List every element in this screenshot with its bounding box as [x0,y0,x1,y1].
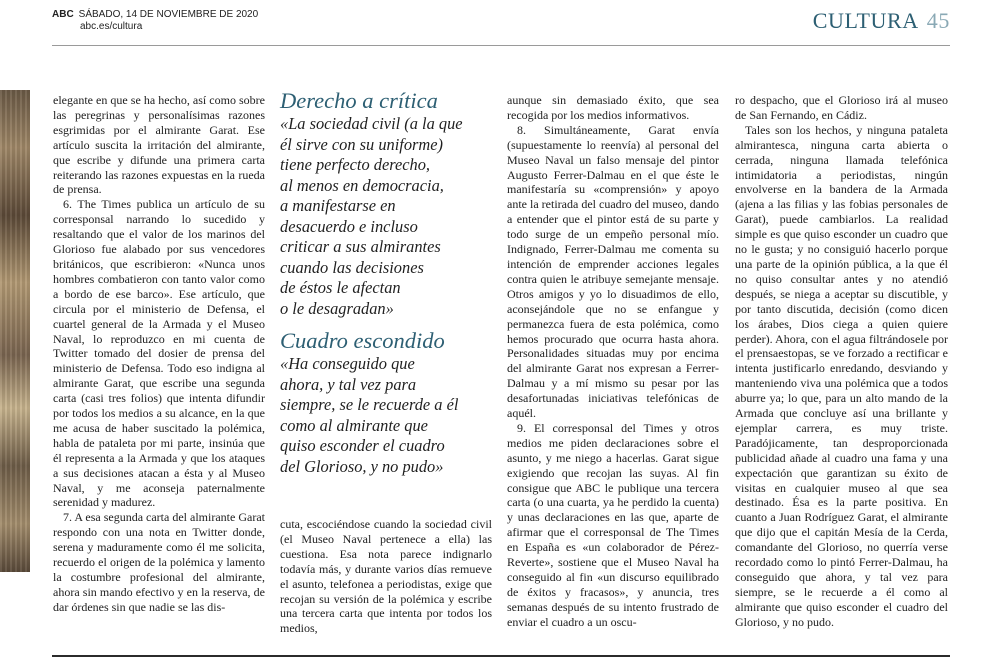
pullquote-text [280,114,495,319]
pullquote-line: a manifestarse en [280,196,396,215]
pullquote-line: «Ha conseguido que [280,354,415,373]
paragraph: cuta, escociéndose cuando la sociedad civil (el Museo Naval pertenece a ella) las cuestiona. Esa nota parece indignarlo todavía más, y durante varios días remueve el asunto, telefonea a periodistas, exige que recojan su versión de la polémica y escribe una tercera carta que intenta por todos los medios, [280,517,492,636]
pullquote-line: siempre, se le recuerde a él [280,395,459,414]
pullquote-line: tiene perfecto derecho, [280,155,431,174]
pullquote-line: quiso esconder el cuadro [280,436,445,455]
pullquote-line: al menos en democracia, [280,175,444,195]
pullquote-line: como al almirante que [280,415,428,435]
header-rule [52,45,950,46]
pullquote-line: criticar a sus almirantes [280,237,441,256]
paragraph: 6. The Times publica un artículo de su corresponsal narrando lo sucedido y resaltando que el valor de los marinos del Glorioso fue alabado por sus vencedores británicos, que escribieron: «Nunca unos hombres combatieron con tanto valor como a bordo de ese barco». Ese artículo, que circula por el ministerio de Defensa, el cuartel general de la Armada y el Museo Naval, lo reproduzco en mi cuenta de Twitter tomado del dosier de prensa del ministerio de Defensa. Todo eso indigna al almirante Garat, que escribe una segunda carta (casi tres folios) que intenta difundir por todos los medios a su alcance, en la que me acusa de haber suscitado la polémica, habla de pataleta por mi parte, insinúa que él representa a la Armada y que los ataques a sus decisiones atacan a ésta y al Museo Naval, y me aconseja paternalmente serenidad y madurez. [53,197,265,510]
pullquote-line: de éstos le afectan [280,278,401,297]
paragraph: aunque sin demasiado éxito, que sea recogida por los medios informativos. [507,93,719,122]
page-header [52,6,950,46]
pullquote-line: ahora, y tal vez para [280,374,417,394]
section-url: abc.es/cultura [80,21,143,32]
pullquote-line: él sirve con su uniforme) [280,134,443,154]
paragraph: ro despacho, que el Glorioso irá al museo de San Fernando, en Cádiz. [735,93,948,122]
paragraph: 7. A esa segunda carta del almirante Garat respondo con una nota en Twitter donde, serena y maduramente como él me solicita, recuerdo el origen de la polémica y lamento la costumbre profesional del almirante, ahora sin mando efectivo y en la reserva, de dar órdenes sin que nadie se las dis- [53,510,265,614]
paragraph: elegante en que se ha hecho, así como sobre las peregrinas y personalísimas razones esgrimidas por el almirante Garat. Ese artículo suscita la irritación del almirante, que escribe y difunde una primera carta reiterando las razones expuestas en la rueda de prensa. [53,93,265,197]
photo-strip [0,90,30,572]
pullquote-line: cuando las decisiones [280,257,424,277]
pullquote-text [280,354,495,477]
footer-rule [52,655,950,657]
pullquote-line: del Glorioso, y no pudo» [280,456,444,476]
pullquote-line: o le desagradan» [280,298,394,318]
page-number: 45 [926,8,950,33]
section-heading [813,8,950,34]
section-name: CULTURA [812,8,919,33]
paragraph: 8. Simultáneamente, Garat envía (supuestamente lo reenvía) al personal del Museo Naval un falso mensaje del pintor Augusto Ferrer-Dalmau en el que éste le manifestaría su «comprensión» y apoyo ante la retirada del cuadro del museo, dando a entender que el pintor está de su parte y todo surge de un empeño personal mío. Indignado, Ferrer-Dalmau me comenta su intención de emprender acciones legales contra quien le atribuye semejante mensaje. Otros amigos y yo lo disuadimos de ello, aconsejándole que no se enfangue y permanezca fuera de esta polémica, como hemos procurado que ocurra hasta ahora. Personalidades situadas muy por encima del almirante Garat nos expresan a Ferrer-Dalmau y a mí mismo su pesar por las desafortunadas iniciativas telefónicas de aquél. [507,122,719,421]
header-meta [52,9,258,33]
issue-date: SÁBADO, 14 DE NOVIEMBRE DE 2020 [78,9,259,20]
pullquote-box [280,88,495,477]
brand-name: ABC [52,9,74,20]
column-3 [507,93,719,630]
pullquote-line: «La sociedad civil (a la que [280,114,463,133]
pullquote-heading: Derecho a crítica [280,88,438,113]
pullquote-line: desacuerdo e incluso [280,216,418,236]
column-2 [280,517,492,636]
column-4 [735,93,948,630]
pullquote-heading: Cuadro escondido [280,328,445,353]
column-1 [53,93,265,615]
paragraph: Tales son los hechos, y ninguna pataleta almirantesca, ninguna carta abierta o cerrada, ninguna llamada telefónica intimidatoria a periodistas, ningún envolverse en la bandera de la Armada (ajena a las filias y las fobias personales de Garat), puede cambiarlos. La realidad simple es que quiso esconder un cuadro que no le gusta; y no consiguió hacerlo porque una parte de la opinión pública, a la que él no quiso consultar antes y no atendió después, se niega a aceptar su discutible, y por tanto discutida, decisión (como dicen los árabes, Dios ciega a quien quiere perder). Ahora, con el agua filtrándosele por el prensaestopas, se ve forzado a rectificar e intenta justificarlo enredando, desviando y manteniendo viva una polémica que a todos aburre ya; lo que, para un alto mando de la Armada que concluye así una brillante y ejemplar carrera, es muy triste. Paradójicamente, tan desproporcionada publicidad añade al cuadro una fama y una expectación que garantizan su éxito de visitas en cualquier museo al que sea destinado. Ésa es la parte positiva. En cuanto a Juan Rodríguez Garat, el almirante que dijo que el capitán Mesía de la Cerda, comandante del Glorioso, no querría verse recordado como lo pintó Ferrer-Dalmau, ha conseguido que ahora, y tal vez para siempre, se le recuerde a él como al almirante que quiso esconder el cuadro del Glorioso, y no pudo. [735,122,948,629]
paragraph: 9. El corresponsal del Times y otros medios me piden declaraciones sobre el asunto, y me niego a hacerlas. Garat sigue exigiendo que recojan las suyas. Al fin consigue que ABC le publique una tercera carta (o una cuarta, ya he perdido la cuenta) y unas declaraciones en las que, aparte de afirmar que el corresponsal de The Times en España es «un colaborador de Pérez-Reverte», sostiene que el Museo Naval ha conseguido al fin «un discurso equilibrado de éxitos y fracasos», y anuncia, tres semanas después de su intento frustrado de enviar el cuadro a un oscu- [507,420,719,629]
